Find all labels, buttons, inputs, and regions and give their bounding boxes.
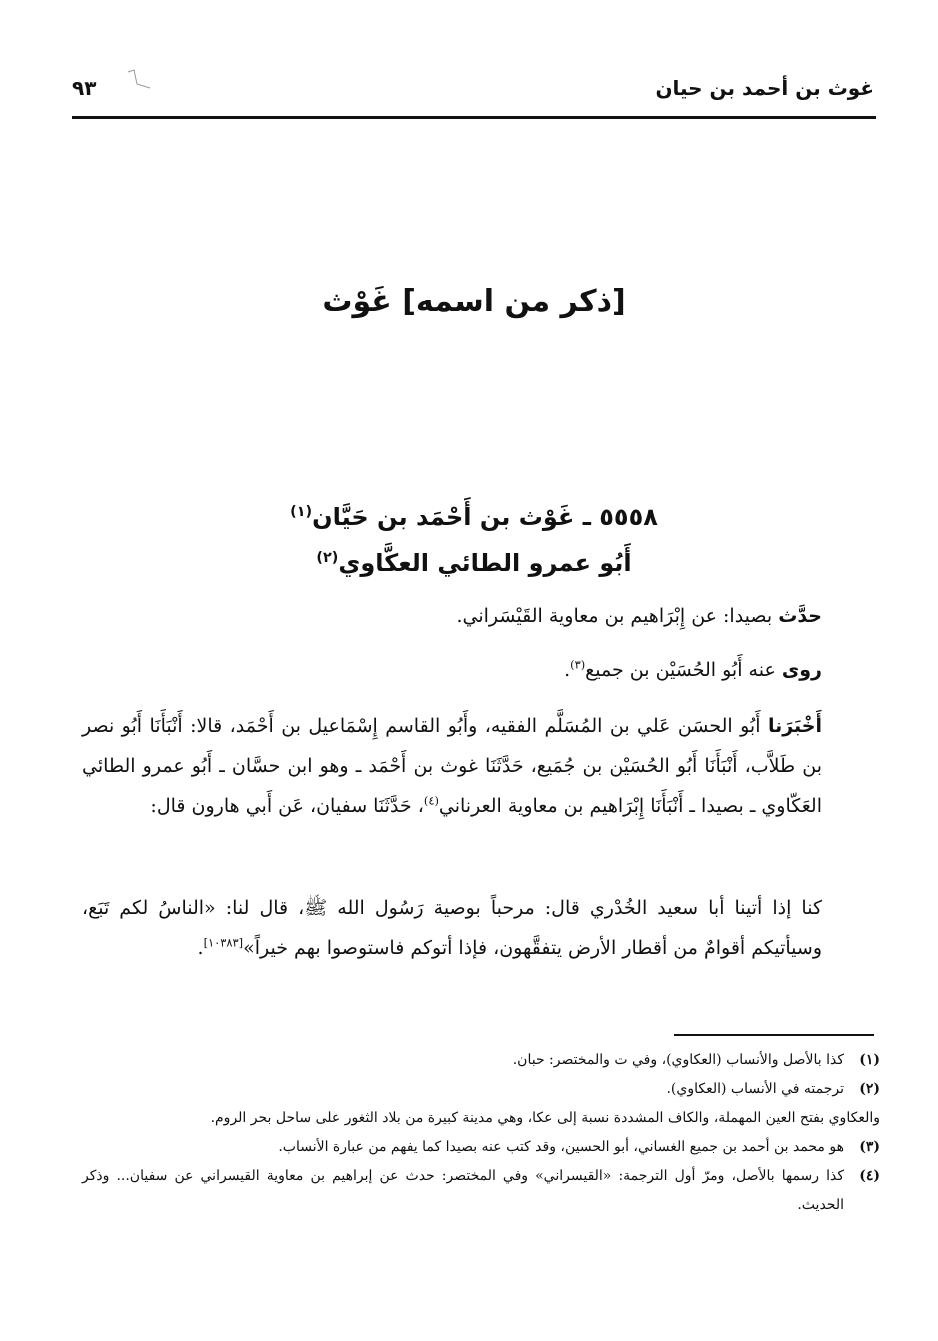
footnote-text: كذا بالأصل والأنساب (العكاوي)، وفي ت والمختصر: حبان. [512,1052,844,1068]
entry-title-line-1 [72,494,876,540]
footnote-text: والعكاوي بفتح العين المهملة، والكاف المشددة نسبة إلى عكا، وهي مدينة كبيرة من بلاد الثغور على ساحل بحر الروم. [210,1110,880,1126]
paragraph-matn [82,888,822,968]
section-title: [ذكر من اسمه] غَوْث [322,284,626,319]
footnotes [82,1046,880,1220]
paragraph-end: ، حَدَّثَنَا سفيان، عَن أَبي هارون قال: [150,795,424,817]
footnote-rule [674,1034,874,1036]
keyword-haddath: حدَّث [778,605,822,627]
keyword-rawa: روى [781,659,822,681]
running-title: غوث بن أحمد بن حيان [655,76,874,100]
paragraph-text: أَبُو الحسَن عَلي بن المُسَلَّم الفقيه، وأَبُو القاسم إِسْمَاعيل بن أَحْمَد، قالا: أَنْبَأَنَا أَبُو نصر بن طَلاَّب، أَنْبَأَنَا أَبُو الحُسَيْن بن جُمَيع، حَدَّثَنَا غوث بن أَحْمَد ـ وهو ابن حسَّان ـ أَبُو عمرو الطائي العَكّاوي ـ بصيدا ـ أَنْبَأَنَا إِبْرَاهيم بن معاوية العرناني [82,715,822,817]
entry-title [72,494,876,586]
footnote-text: كذا رسمها بالأصل، ومرّ أول الترجمة: «القيسراني» وفي المختصر: حدث عن إبراهيم بن معاوية القيسراني عن سفيان... وذكر الحديث. [82,1168,844,1213]
entry-name: ٥٥٥٨ ـ غَوْث بن أَحْمَد بن حَيَّان [312,503,658,531]
paragraph-end: . [197,937,204,959]
footnote-text: ترجمته في الأنساب (العكاوي). [666,1081,844,1097]
footnote-item [82,1133,880,1162]
footnote-ref-1[interactable]: (١) [290,504,313,520]
footnote-number: (٤) [859,1168,880,1184]
paragraph-haddath [82,596,822,636]
paragraph-text: كنا إذا أتينا أبا سعيد الخُدْري قال: مرحباً بوصية رَسُول الله ﷺ، قال لنا: «الناسُ لكم تَبَع، وسيأتيكم أقوامٌ من أقطار الأرض يتفقَّهون، فإذا أتوكم فاستوصوا بهم خيراً» [82,897,822,959]
footnote-ref-2[interactable]: (٢) [316,550,339,566]
footnote-ref-3[interactable]: (٣) [570,657,586,672]
header-rule [72,116,876,119]
paragraph-text: بصيدا: عن إِبْرَاهيم بن معاوية القَيْسَراني. [456,605,779,627]
paragraph-text: عنه أَبُو الحُسَيْن بن جميع [585,659,782,681]
footnote-continuation [82,1104,880,1133]
paragraph-rawa [82,650,822,690]
footnote-item [82,1075,880,1104]
footnote-number: (٢) [859,1081,880,1097]
page-number: ٩٣ [72,76,97,100]
hadith-number: [١٠٣٨٣] [203,935,244,950]
footnote-ref-4[interactable]: (٤) [423,793,439,808]
entry-title-line-2 [72,540,876,586]
paragraph-end: . [564,659,571,681]
footnote-number: (١) [859,1052,880,1068]
footnote-item [82,1162,880,1220]
keyword-akhbarana: أَخْبَرَنا [767,715,822,737]
entry-kunya: أَبُو عمرو الطائي العكَّاوي [338,549,632,577]
footnote-item [82,1046,880,1075]
page-header [72,70,874,110]
paragraph-isnad [82,706,822,826]
footnote-text: هو محمد بن أحمد بن جميع الغساني، أبو الحسين، وقد كتب عنه بصيدا كما يفهم من عبارة الأنساب. [278,1139,844,1155]
footnote-number: (٣) [859,1139,880,1155]
